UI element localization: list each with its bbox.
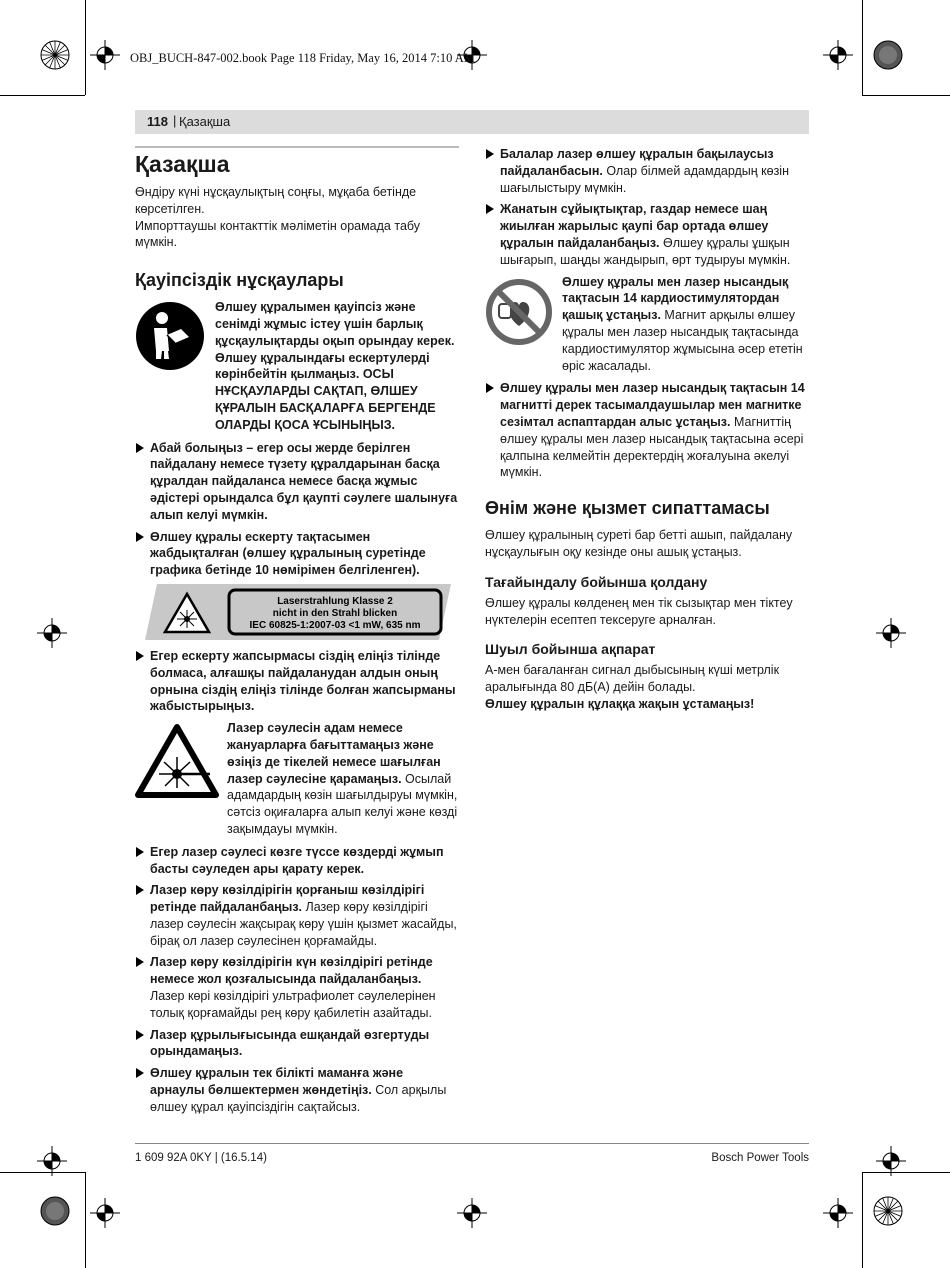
column-rule (135, 1143, 809, 1144)
right-column (485, 146, 809, 713)
list-item-text: Лазер құрылығысында ешқандай өзгертуды орындамаңыз. (150, 1027, 430, 1059)
safety-intro-text: Өлшеу құралымен қауіпсіз және сенімді жұмыс істеу үшін барлық құсқаулықтарды оқып орындау керек. Өлшеу құралындағы ескертулерді көрінбейтін қылмаңыз. ОСЫ НҰСҚАУЛАРДЫ САҚТАП, ӨЛШЕУ ҚҰРАЛЫН БАСҚАЛАРҒА БЕРГЕНДЕ ОЛАРДЫ ҚОСА ҰСЫНЫҢЫЗ. (215, 300, 455, 432)
crosshair-mark-icon (37, 1146, 67, 1176)
laser-warning-text: Лазер сәулесін адам немесе жануарларға бағыттамаңыз және өзіңіз де тікелей немесе шағылған лазер сәулесіне қарамаңыз. Осылай адамдардың көзін шағылдыруы мүмкін, сәтсіз оқиғаларға алып келуі және көзді зақымдауы мүмкін. (227, 721, 458, 836)
header-language: Қазақша (179, 114, 231, 129)
page-header (135, 110, 809, 134)
list-item (485, 380, 809, 481)
bullet-arrow-icon (136, 651, 144, 661)
bullet-arrow-icon (136, 443, 144, 453)
list-item (135, 882, 459, 949)
list-item-bold: Жанатын сұйықтықтар, газдар немесе шаң жиылған жарылыс қаупі бар ортада өлшеу құралын пайдаланбаңыз. (500, 202, 769, 250)
list-item-text: Егер ескерту жапсырмасы сіздің еліңіз тілінде болмаса, алғашқы пайдаланудан алдын оның орнына сіздің еліңіз тілінде болған жапсырманы жабыстырыңыз. (150, 648, 456, 714)
read-manual-icon (135, 301, 205, 371)
laser-warning-label (145, 584, 451, 640)
laser-warning-icon (135, 724, 219, 798)
bullet-arrow-icon (136, 532, 144, 542)
intro-text: Импорттаушы контакттік мәліметін орамада табу мүмкін. (135, 218, 421, 250)
bullet-arrow-icon (136, 1068, 144, 1078)
label-line: Laserstrahlung Klasse 2 (277, 595, 393, 607)
footer-left: 1 609 92A 0KY | (16.5.14) (135, 1152, 267, 1164)
header-separator: | (173, 113, 177, 128)
bullet-arrow-icon (136, 957, 144, 967)
list-item-text: Магниттің өлшеу құралы мен лазер нысандық тақтасына әсері қалпына келмейтін деректердің жоғалуына әкелуі мүмкін. (500, 414, 804, 480)
crop-mark (862, 95, 950, 96)
subsection-heading: Шуыл бойынша ақпарат (485, 641, 656, 658)
list-item (485, 201, 809, 268)
list-item (135, 954, 459, 1021)
list-item-bold: Балалар лазер өлшеу құралын бақылаусыз пайдаланбасын. (500, 147, 774, 178)
bullet-arrow-icon (136, 885, 144, 895)
page-title: Қазақша (135, 151, 230, 177)
bullet-arrow-icon (486, 149, 494, 159)
print-info-line: OBJ_BUCH-847-002.book Page 118 Friday, May 16, 2014 7:10 AM (130, 51, 475, 65)
footer-right: Bosch Power Tools (711, 1152, 809, 1164)
crosshair-mark-icon (90, 40, 120, 70)
section-heading: Өнім және қызмет сипаттамасы (485, 498, 770, 519)
crosshair-mark-icon (876, 618, 906, 648)
list-item-text: Лазер көрі көзілдірігі ультрафиолет сәулелерінен толық қорғамайды рең көру қабилетін азайтады. (150, 989, 436, 1020)
list-item (135, 844, 459, 878)
list-item-text: Сол арқылы өлшеу құрал қауіпсіздігін сақтайсыз. (150, 1083, 447, 1114)
list-item-bold: Өлшеу құралы мен лазер нысандық тақтасын 14 магнитті дерек тасымалдаушылар мен магнитке сезімтал аспаптардан алыс ұстаңыз. (500, 381, 805, 429)
list-item (135, 1065, 459, 1115)
list-item-bold: Лазер көру көзілдірігін күн көзілдірігі ретінде немесе жол қозғалысында пайдаланбаңыз. (150, 955, 433, 987)
intro-text: Өндіру күні нұсқаулықтың соңғы, мұқаба бетінде көрсетілген. (135, 185, 417, 216)
page-number: 118 (147, 114, 168, 129)
list-item-text: Лазер көру көзілдірігі лазер сәулесін жақсырақ көру үшін қызмет жасайды, бірақ ол лазер сәулесінен қорғамайды. (150, 900, 457, 948)
crosshair-mark-icon (90, 1198, 120, 1228)
registration-target-icon (873, 1196, 903, 1226)
registration-target-icon (40, 40, 70, 70)
noise-warning-text: Өлшеу құралын құлаққа жақын ұстамаңыз! (485, 696, 755, 711)
crosshair-mark-icon (823, 1198, 853, 1228)
list-item-text: Олар білмей адамдардың көзін шағылыстыру мүмкін. (500, 163, 789, 195)
label-line: IEC 60825-1:2007-03 <1 mW, 635 nm (249, 619, 421, 631)
crop-mark (85, 1172, 86, 1268)
pacemaker-warning-text: Өлшеу құралы мен лазер нысандық тақтасын 14 кардиостимулятордан қашық ұстаңыз. Магнит арқылы өлшеу құралы мен лазер нысандық тақтасында кардиостимулятор жұмысына әсер ететін өріс жасалады. (562, 274, 803, 373)
crosshair-mark-icon (457, 1198, 487, 1228)
crosshair-mark-icon (37, 618, 67, 648)
product-text: Өлшеу құралының суреті бар бетті ашып, пайдалану нұсқаулығын оқу кезінде оны ашық ұстаңыз. (485, 528, 793, 559)
list-item (485, 146, 809, 196)
bullet-arrow-icon (136, 847, 144, 857)
crosshair-mark-icon (823, 40, 853, 70)
no-pacemaker-icon (485, 278, 553, 346)
list-item (135, 529, 459, 579)
crop-mark (862, 0, 863, 95)
list-item (135, 1027, 459, 1061)
list-item-text: Абай болыңыз – егер осы жерде берілген пайдалану немесе түзету құралдарынан басқа құралдан пайдаланса немесе басқа жұмыс әдістері орындалса бұл қаупті сәулеге шалынуға алып келуі мүмкін. (150, 440, 458, 522)
left-column (135, 146, 459, 1121)
noise-text: А-мен бағаланған сигнал дыбысының күші метрлік аралығында 80 дБ(А) дейін болады. (485, 663, 780, 695)
bullet-arrow-icon (136, 1030, 144, 1040)
list-item-text: Өлшеу құралы ұшқын шығарып, шаңды жандырып, өрт тудыруы мүмкін. (500, 235, 791, 267)
label-line: nicht in den Strahl blicken (272, 607, 398, 619)
registration-solid-icon (40, 1196, 70, 1226)
crop-mark (0, 95, 85, 96)
subsection-heading: Тағайындалу бойынша қолдану (485, 573, 708, 590)
pacemaker-warning-block (485, 274, 809, 375)
list-item (135, 648, 459, 715)
list-item (135, 440, 459, 524)
crop-mark (85, 0, 86, 95)
list-item-bold: Лазер көру көзілдірігін қорғаныш көзілдірігі ретінде пайдаланбаңыз. (150, 883, 425, 915)
list-item-text: Егер лазер сәулесі көзге түссе көздерді жұмып басты сәуледен ары қарату керек. (150, 844, 444, 876)
laser-warning-block (135, 720, 459, 838)
list-item-text: Өлшеу құралы ескерту тақтасымен жабдықталған (өлшеу құралының суретінде графика бетінде 10 нөмірімен белгіленген). (150, 529, 426, 578)
list-item-bold: Өлшеу құралын тек білікті маманға және арнаулы бөлшектермен жөндетіңіз. (150, 1066, 404, 1098)
read-manual-block (135, 299, 459, 433)
bullet-arrow-icon (486, 204, 494, 214)
intended-use-text: Өлшеу құралы көлденең мен тік сызықтар мен тіктеу нүктелерін есептеп тексеруге арналған. (485, 595, 793, 627)
registration-solid-icon (873, 40, 903, 70)
crosshair-mark-icon (876, 1146, 906, 1176)
crop-mark (862, 1172, 863, 1268)
bullet-arrow-icon (486, 383, 494, 393)
section-heading: Қауіпсіздік нұсқаулары (135, 270, 344, 291)
